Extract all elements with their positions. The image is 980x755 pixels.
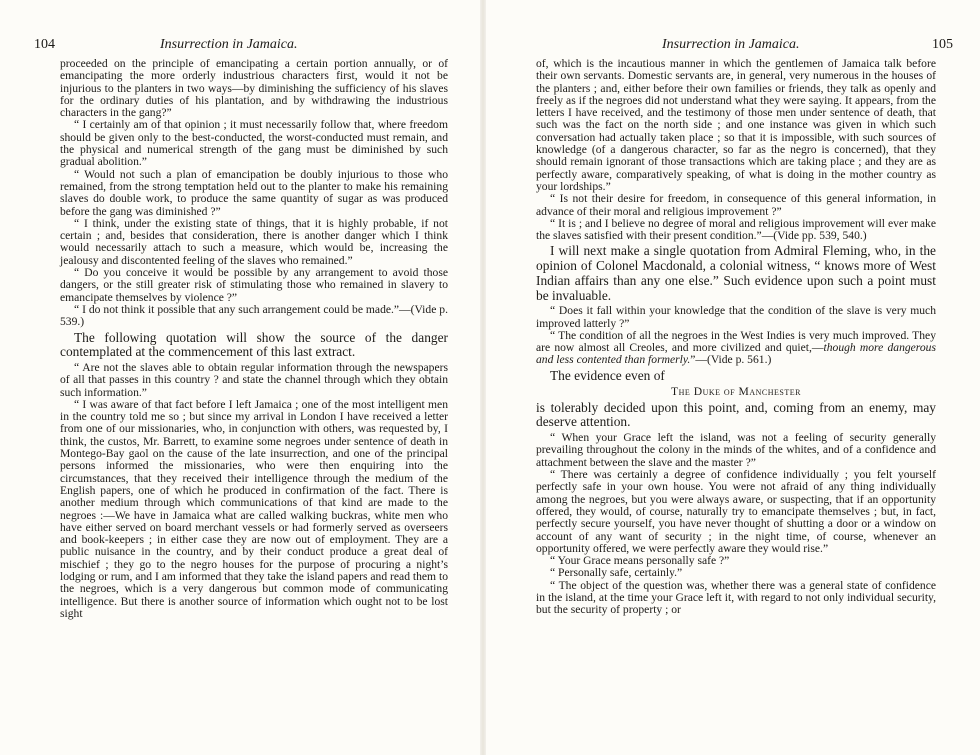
paragraph: “ Does it fall within your knowledge that the condition of the slave is very much improved latterly ?” <box>536 304 936 330</box>
paragraph: “ Would not such a plan of emancipation be doubly injurious to those who remained, from the strong temptation held out to the planter to make his remaining slaves do double work, to produce the same quantity of sugar as was produced before the gang was diminished ?” <box>60 167 448 218</box>
right-text-column <box>536 58 936 617</box>
running-head-left: Insurrection in Jamaica. <box>160 37 298 52</box>
paragraph: “ There was certainly a degree of confidence individually ; you felt yourself perfectly safe in your own house. You were not afraid of any thing individually among the negroes, but you were always aware, or suspecting, that if an opportunity offered, they would, of course, naturally try to emancipate themselves ; but, in fact, perfectly secure yourself, you have never thought of shutting a door or a window on account of any want of security ; in the night time, of course, whenever an opportunity offered, we were perfectly aware they would rise.” <box>536 468 936 555</box>
paragraph: The following quotation will show the source of the danger contemplated at the commencement of this last extract. <box>60 329 448 360</box>
page-number-left: 104 <box>34 37 55 52</box>
paragraph: The evidence even of <box>550 367 665 383</box>
paragraph: proceeded on the principle of emancipating a certain portion annually, or of emancipating the more orderly industrious characters first, would it not be injurious to the planters in two ways—by diminishing the sufficiency of his slaves for the ordinary duties of his plantation, and by withdrawing the industrious characters in the gang?” <box>60 57 448 120</box>
paragraph: “ It is ; and I believe no degree of moral and religious improvement will ever make the slaves satisfied with their present condition.”—(Vide pp. 539, 540.) <box>536 216 936 243</box>
paragraph: “ Your Grace means personally safe ?” <box>550 554 730 568</box>
book-gutter <box>480 0 486 755</box>
right-page <box>488 0 980 755</box>
paragraph: is tolerably decided upon this point, and, coming from an enemy, may deserve attention. <box>536 399 936 430</box>
paragraph: “ Are not the slaves able to obtain regular information through the newspapers of all that passes in this country ? and state the channel through which they obtain such information.” <box>60 360 448 399</box>
paragraph: “ Do you conceive it would be possible by any arrangement to avoid those dangers, or the still greater risk of stimulating those who remained in slavery to emancipate themselves by violence ?” <box>60 266 448 304</box>
running-head-right: Insurrection in Jamaica. <box>662 37 800 52</box>
paragraph <box>536 330 936 367</box>
paragraph: of, which is the incautious manner in which the gentlemen of Jamaica talk before their own servants. Domestic servants are, in general, very numerous in the houses of the planters ; and, either before their own families or friends, they talk as openly and freely as if the negroes did not understand what they were saying. It appears, from the letters I have received, and the testimony of those men under sentence of death, that such was the fact on the north side ; and one instance was given in which such conversation had actually taken place ; so that it is impossible, with such sources of knowledge (of a dangerous character, so far as the negro is concerned), that they should remain ignorant of those transactions which are taking place ; and they are as perfectly aware, comparatively speaking, of what is doing in the mother country as your lordships.” <box>536 57 936 193</box>
section-heading: The Duke of Manchester <box>671 385 801 399</box>
paragraph: “ I do not think it possible that any such arrangement could be made.”—(Vide p. 539.) <box>60 302 448 329</box>
quote-lead: “ The condition of all the negroes in the West Indies is very much improved. They are now almost all Creoles, and more civilized and quiet,— <box>536 328 936 355</box>
left-page <box>0 0 478 755</box>
paragraph: I will next make a single quotation from Admiral Fleming, who, in the opinion of Colonel Macdonald, a colonial witness, “ knows more of West Indian affairs than any one else.” Such evidence upon such a point must be invaluable. <box>536 243 936 303</box>
left-text-column <box>60 58 448 620</box>
page-number-right: 105 <box>932 37 953 52</box>
paragraph: “ The object of the question was, whether there was a general state of confidence in the island, at the time your Grace left it, with regard to not only individual security, but the security of property ; or <box>536 578 936 617</box>
paragraph: “ I certainly am of that opinion ; it must necessarily follow that, where freedom should be given only to the best-conducted, the worst-conducted must remain, and the physical and numerical strength of the gang must be diminished by such gradual abolition.” <box>60 118 448 169</box>
quote-tail: ”—(Vide p. 561.) <box>690 353 772 367</box>
quote-italic: though more dangerous and less contented than formerly. <box>536 341 936 367</box>
paragraph: “ I was aware of that fact before I left Jamaica ; one of the most intelligent men in the country told me so ; but since my arrival in London I have received a letter from one of our missionaries, who, in conjunction with others, was requested by, I think, the custos, Mr. Barrett, to examine some negroes under sentence of death in Montego-Bay gaol on the cause of the late insurrection, and one of the principal persons informed the missionaries, who were then enquiring into the circumstances, that they received their intelligence through the medium of the English papers, one of which he produced in confirmation of the fact. There is another medium through which communications of that kind are made to the negroes :—We have in Jamaica what are called walking buckras, white men who have either served on board merchant vessels or had formerly served as overseers and book-keepers ; in either case they are now out of employment. They are a public nuisance in the country, and by their conduct produce a great deal of mischief ; they go to the negro houses for the purpose of procuring a night’s lodging or rum, and I am informed that they take the island papers and read them to the negroes, which is a very dangerous but common mode of communicating intelligence. But there is another source of information which ought not to be lost sight <box>60 397 448 620</box>
paragraph: “ When your Grace left the island, was not a feeling of security generally prevailing throughout the colony in the minds of the whites, and of a confidence and attachment between the slave and the master ?” <box>536 431 936 469</box>
paragraph: “ I think, under the existing state of things, that it is highly probable, if not certain ; and, besides that consideration, there is another danger which I think would necessarily attach to such a measure, which would be, increasing the jealousy and discontented feeling of the slaves who remained.” <box>60 216 448 267</box>
paragraph: “ Is not their desire for freedom, in consequence of this general information, in advance of their moral and religious improvement ?” <box>536 192 936 218</box>
paragraph: “ Personally safe, certainly.” <box>550 566 683 580</box>
